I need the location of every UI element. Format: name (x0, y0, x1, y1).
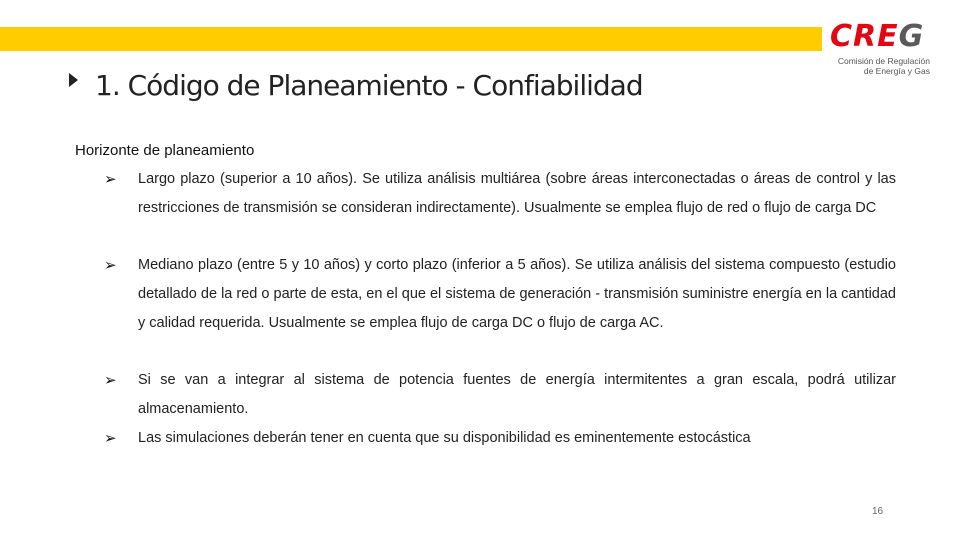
bullet-icon: ➢ (104, 257, 117, 274)
list-item-text: Largo plazo (superior a 10 años). Se utiliza análisis multiárea (sobre áreas interconectadas o áreas de control y las restricciones de transmisión se consideran indirectamente). Usualmente se emplea flujo de red o flujo de carga DC (138, 171, 896, 216)
bullet-icon: ➢ (104, 430, 117, 447)
list-item-text: Si se van a integrar al sistema de potencia fuentes de energía intermitentes a gran escala, podrá utilizar almacenamiento. (138, 372, 896, 417)
section-subtitle: Horizonte de planeamiento (75, 142, 255, 159)
bullet-icon: ➢ (104, 171, 117, 188)
logo-wordmark-red: CRE (830, 19, 899, 54)
logo-wordmark-gray: G (898, 19, 925, 54)
list-item-text: Mediano plazo (entre 5 y 10 años) y corto plazo (inferior a 5 años). Se utiliza análisis del sistema compuesto (estudio detallado de la red o parte de esta, en el que el sistema de generación - transmisión suministre energía en la cantidad y calidad requerida. Usualmente se emplea flujo de carga DC o flujo de carga AC. (138, 257, 896, 331)
list-item-text: Las simulaciones deberán tener en cuenta que su disponibilidad es eminentemente estocástica (138, 430, 751, 446)
title-arrow-icon (69, 73, 78, 87)
top-accent-bar (0, 27, 822, 51)
logo-caption-line-1: Comisión de Regulación (837, 56, 930, 66)
logo-wordmark (830, 20, 924, 54)
creg-logo (826, 20, 936, 78)
page-number: 16 (872, 506, 884, 517)
logo-caption-line-2: de Energía y Gas (863, 66, 930, 76)
bullet-icon: ➢ (104, 372, 117, 389)
page-title: 1. Código de Planeamiento - Confiabilidad (95, 69, 643, 102)
